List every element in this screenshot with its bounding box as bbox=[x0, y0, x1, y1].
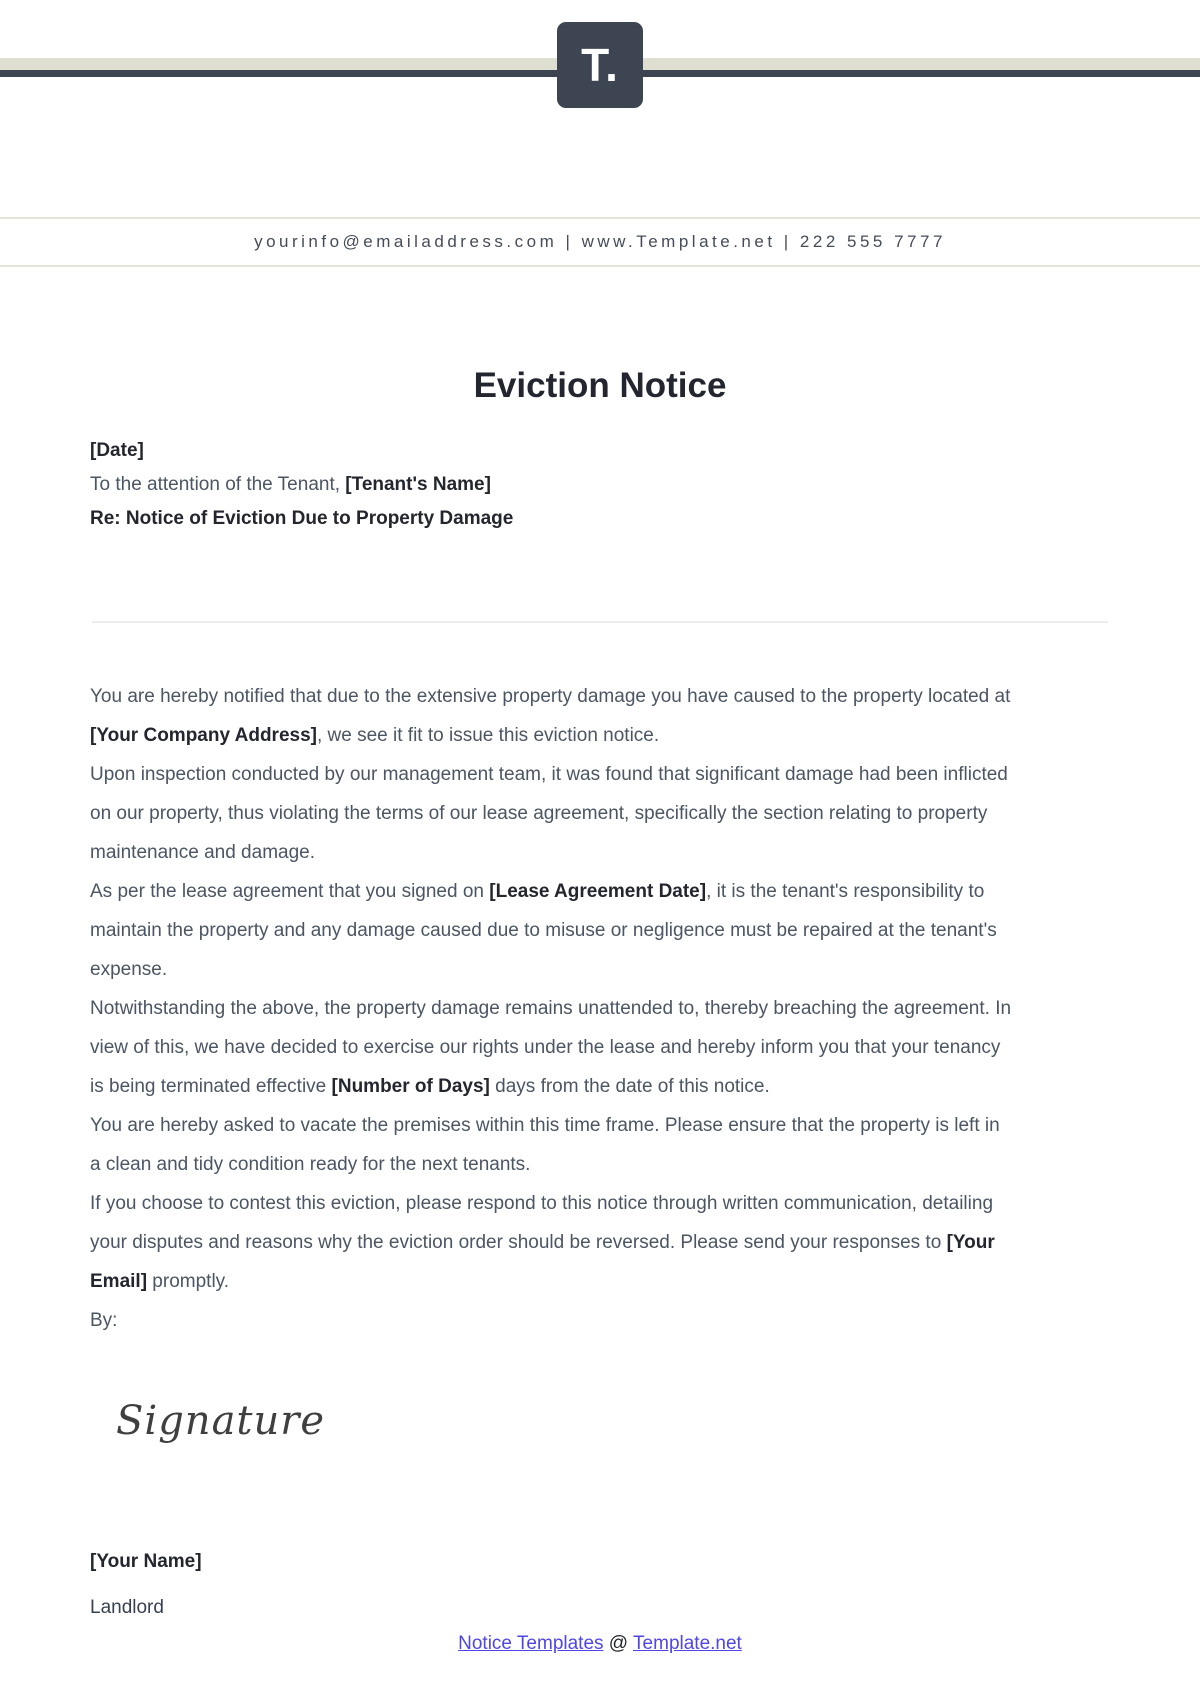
notice-templates-link[interactable]: Notice Templates bbox=[458, 1633, 604, 1654]
paragraph bbox=[90, 989, 1015, 1106]
contact-info: yourinfo@emailaddress.com | www.Template.net | 222 555 7777 bbox=[254, 232, 946, 251]
signer-role: Landlord bbox=[90, 1597, 164, 1618]
paragraph bbox=[90, 872, 1015, 989]
paragraph bbox=[90, 677, 1015, 755]
contact-bar bbox=[0, 217, 1200, 267]
tenant-name-placeholder: [Tenant's Name] bbox=[345, 474, 491, 495]
placeholder-field: [Your Company Address] bbox=[90, 725, 317, 746]
paragraph bbox=[90, 755, 1015, 872]
paragraph-text: You are hereby asked to vacate the premises within this time frame. Please ensure that the property is left in a clean and tidy condition ready for the next tenants. bbox=[90, 1115, 1000, 1175]
paragraph-text: You are hereby notified that due to the extensive property damage you have caused to the property located at bbox=[90, 686, 1011, 707]
letter-meta bbox=[90, 434, 1110, 536]
template-net-link[interactable]: Template.net bbox=[633, 1633, 742, 1654]
logo-text: T. bbox=[581, 39, 619, 91]
paragraph-text: If you choose to contest this eviction, please respond to this notice through written communication, detailing your disputes and reasons why the eviction order should be reversed. Please send your responses to bbox=[90, 1193, 994, 1253]
placeholder-field: [Number of Days] bbox=[331, 1076, 490, 1097]
paragraph-text: As per the lease agreement that you signed on bbox=[90, 881, 490, 902]
paragraph bbox=[90, 1301, 1015, 1340]
subject-line: Re: Notice of Eviction Due to Property Damage bbox=[90, 508, 514, 529]
paragraph-text: Notwithstanding the above, the property damage remains unattended to, thereby breaching the agreement. In view of this, we have decided to exercise our rights under the lease and hereby inform you that your tenancy is being terminated effective bbox=[90, 998, 1012, 1097]
template-logo-icon bbox=[557, 22, 643, 108]
date-placeholder: [Date] bbox=[90, 440, 144, 461]
letter-body bbox=[90, 677, 1015, 1340]
paragraph bbox=[90, 1184, 1015, 1301]
placeholder-field: [Lease Agreement Date] bbox=[489, 881, 707, 902]
paragraph-text: Upon inspection conducted by our management team, it was found that significant damage had been inflicted on our property, thus violating the terms of our lease agreement, specifically the section relating to property maintenance and damage. bbox=[90, 764, 1008, 863]
paragraph-text: days from the date of this notice. bbox=[489, 1076, 770, 1097]
section-divider bbox=[92, 621, 1108, 623]
placeholder-field: [Your Email] bbox=[90, 1232, 995, 1292]
paragraph-text: , we see it fit to issue this eviction notice. bbox=[316, 725, 660, 746]
signer-name-placeholder: [Your Name] bbox=[90, 1551, 202, 1572]
footer bbox=[0, 1633, 1200, 1655]
paragraph-text: promptly. bbox=[147, 1271, 230, 1292]
footer-at-separator: @ bbox=[603, 1633, 634, 1654]
page-title: Eviction Notice bbox=[473, 366, 727, 405]
paragraph-text: , it is the tenant's responsibility to maintain the property and any damage caused due to misuse or negligence must be repaired at the tenant's expense. bbox=[90, 881, 997, 980]
paragraph-text: By: bbox=[90, 1310, 118, 1331]
attention-prefix: To the attention of the Tenant, bbox=[90, 474, 346, 495]
signature-script: Signature bbox=[116, 1398, 326, 1444]
attention-line bbox=[90, 468, 1110, 502]
paragraph bbox=[90, 1106, 1015, 1184]
